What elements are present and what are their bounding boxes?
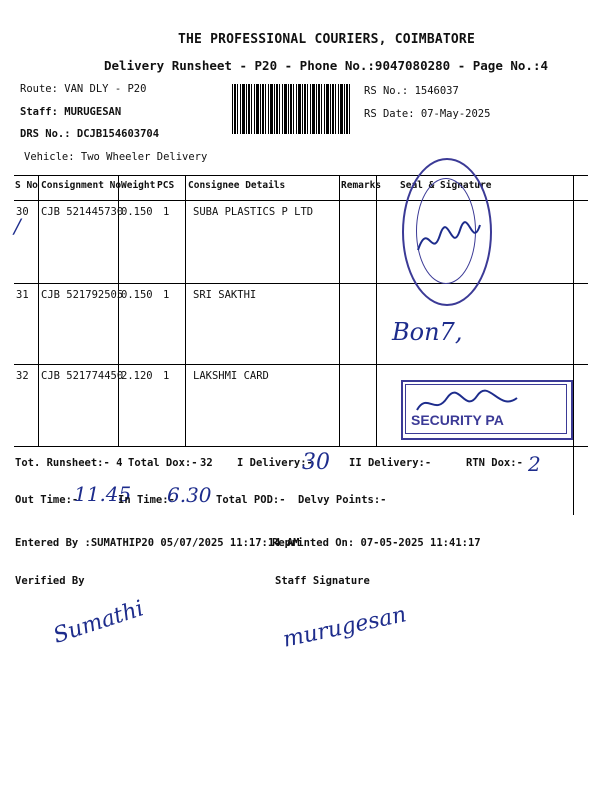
row-consignment: CJB 521774450	[41, 370, 124, 382]
delvy-points-label: Delvy Points:-	[298, 494, 387, 506]
row-consignment: CJB 521792505	[41, 289, 124, 301]
ii-delivery-label: II Delivery:-	[349, 457, 432, 469]
rtn-dox-value: 2	[528, 452, 541, 476]
row-pcs: 1	[163, 370, 170, 382]
col-consignee: Consignee Details	[188, 180, 286, 191]
tick-mark-icon: /	[14, 214, 21, 238]
signature-icon	[410, 210, 490, 270]
out-time-label: Out Time:-	[15, 494, 79, 506]
vehicle-type: Vehicle: Two Wheeler Delivery	[24, 151, 208, 163]
verified-signature: Sumathi	[50, 596, 147, 649]
rtn-dox-label: RTN Dox:-	[466, 457, 523, 469]
out-time-value: 11.45	[74, 482, 132, 506]
col-consignment: Consignment No	[41, 180, 122, 191]
staff-signature-label: Staff Signature	[275, 575, 370, 587]
runsheet-subtitle: Delivery Runsheet - P20 - Phone No.:9047080280 - Page No.:4	[104, 58, 549, 73]
col-weight: Weight	[121, 180, 156, 191]
in-time-label: In Time:-	[118, 494, 175, 506]
tot-runsheet: Tot. Runsheet:- 4	[15, 457, 123, 469]
row31-signature: Bon7,	[392, 318, 463, 346]
rs-number: RS No.: 1546037	[364, 85, 459, 97]
row-consignee: SUBA PLASTICS P LTD	[193, 206, 314, 218]
row-consignee: LAKSHMI CARD	[193, 370, 269, 382]
barcode	[232, 84, 350, 134]
staff-label: Staff:	[20, 106, 58, 118]
row-weight: 2.120	[121, 370, 153, 382]
security-stamp-icon	[401, 380, 573, 440]
rs-date: RS Date: 07-May-2025	[364, 108, 491, 120]
total-dox-value: 32	[200, 457, 213, 469]
row-pcs: 1	[163, 289, 170, 301]
row-pcs: 1	[163, 206, 170, 218]
col-remarks: Remarks	[341, 180, 382, 191]
verified-by-label: Verified By	[15, 575, 85, 587]
drs-number: DRS No.: DCJB154603704	[20, 128, 160, 140]
row-sno: 31	[16, 289, 29, 301]
i-delivery-value: 30	[302, 450, 330, 475]
route-label: Route: VAN DLY - P20	[20, 83, 147, 95]
i-delivery-label: I Delivery:-	[237, 457, 313, 469]
total-dox-label: Total Dox:-	[128, 457, 198, 469]
staff-signature: murugesan	[280, 602, 409, 653]
entered-by: Entered By :SUMATHIP20 05/07/2025 11:17:14 AM	[15, 537, 300, 549]
col-seal-signature: Seal & Signature	[400, 180, 492, 191]
row-weight: 0.150	[121, 289, 153, 301]
reprinted-on: Reprinted On: 07-05-2025 11:41:17	[272, 537, 481, 549]
staff-name: MURUGESAN	[64, 106, 122, 118]
row-consignee: SRI SAKTHI	[193, 289, 257, 301]
row-consignment: CJB 521445730	[41, 206, 124, 218]
in-time-value: 6.30	[167, 483, 212, 507]
row-weight: 0.150	[121, 206, 153, 218]
total-pod-label: Total POD:-	[216, 494, 286, 506]
staff-line	[20, 106, 121, 118]
col-sno: S No	[15, 180, 38, 191]
stamp-text: SECURITY PA	[411, 412, 504, 428]
col-pcs: PCS	[157, 180, 175, 191]
row-sno: 30	[16, 206, 29, 218]
row-sno: 32	[16, 370, 29, 382]
company-title: THE PROFESSIONAL COURIERS, COIMBATORE	[178, 32, 475, 47]
